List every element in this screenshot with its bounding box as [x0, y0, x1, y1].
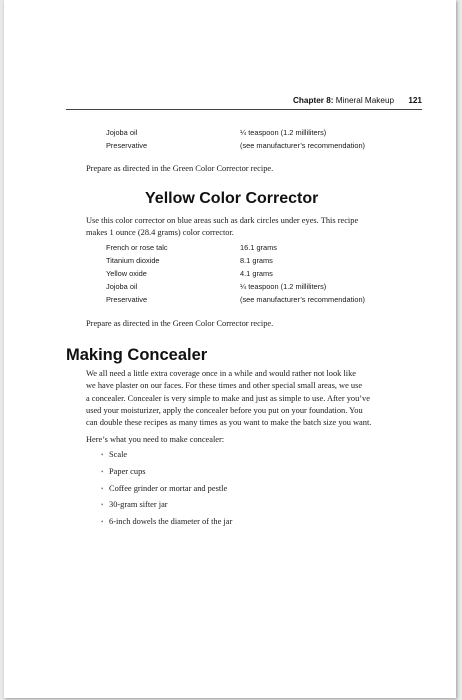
bullet-icon: • — [101, 518, 104, 527]
page-number: 121 — [408, 96, 422, 105]
concealer-body — [86, 368, 422, 429]
ingredient-name: French or rose talc — [106, 243, 168, 252]
concealer-line: can double these recipes as many times as you want to make the batch size you want. — [86, 418, 372, 428]
list-item — [101, 447, 232, 464]
ingredient-qty: 16.1 grams — [240, 243, 277, 252]
concealer-line: used your moisturizer, apply the concealer before you put on your foundation. You — [86, 405, 363, 415]
concealer-line: We all need a little extra coverage once in a while and would rather not look like — [86, 369, 357, 378]
ingredient-qty: 8.1 grams — [240, 256, 273, 265]
prepare-note-2: Prepare as directed in the Green Color Corrector recipe. — [86, 319, 274, 328]
bullet-icon: • — [101, 467, 104, 476]
list-item — [101, 481, 232, 498]
yellow-intro-line: makes 1 ounce (28.4 grams) color corrector. — [86, 228, 234, 238]
ingredient-name: Yellow oxide — [106, 269, 147, 278]
book-page — [4, 0, 456, 698]
running-header — [66, 96, 422, 110]
yellow-intro-line: Use this color corrector on blue areas such as dark circles under eyes. This recipe — [86, 216, 359, 225]
bullet-icon: • — [101, 451, 104, 459]
ingredient-qty: 4.1 grams — [240, 269, 273, 278]
list-item — [101, 514, 232, 531]
yellow-heading: Yellow Color Corrector — [145, 190, 319, 207]
list-item — [101, 464, 232, 481]
ingredient-name: Titanium dioxide — [106, 256, 160, 265]
ingredient-name: Jojoba oil — [106, 282, 138, 291]
concealer-heading: Making Concealer — [66, 346, 208, 364]
ingredient-name: Jojoba oil — [106, 128, 138, 137]
prepare-note-1: Prepare as directed in the Green Color Corrector recipe. — [86, 164, 274, 173]
ingredient-name: Preservative — [106, 141, 148, 150]
ingredient-qty: (see manufacturer’s recommendation) — [240, 295, 366, 304]
list-item-label: 30-gram sifter jar — [109, 500, 168, 510]
header-rule — [66, 109, 422, 110]
yellow-intro — [86, 215, 422, 240]
ingredient-qty: (see manufacturer’s recommendation) — [240, 141, 366, 150]
list-item-label: Paper cups — [109, 466, 146, 476]
concealer-line: a concealer. Concealer is very simple to make and just as simple to use. After you’ve — [86, 393, 370, 403]
list-item — [101, 497, 232, 514]
bullet-icon: • — [101, 501, 104, 510]
need-intro: Here’s what you need to make concealer: — [86, 435, 225, 444]
ingredient-qty: ¼ teaspoon (1.2 milliliters) — [240, 282, 327, 291]
supply-list — [101, 447, 232, 531]
ingredient-qty: ¼ teaspoon (1.2 milliliters) — [240, 128, 327, 137]
list-item-label: Scale — [109, 450, 128, 459]
list-item-label: Coffee grinder or mortar and pestle — [109, 483, 228, 493]
chapter-title: Mineral Makeup — [335, 96, 395, 105]
concealer-line: we have plaster on our faces. For these times and other special small areas, we use — [86, 381, 363, 391]
list-item-label: 6-inch dowels the diameter of the jar — [109, 517, 233, 527]
chapter-label: Chapter 8: — [293, 96, 334, 105]
bullet-icon: • — [101, 484, 104, 493]
ingredient-name: Preservative — [106, 295, 148, 304]
